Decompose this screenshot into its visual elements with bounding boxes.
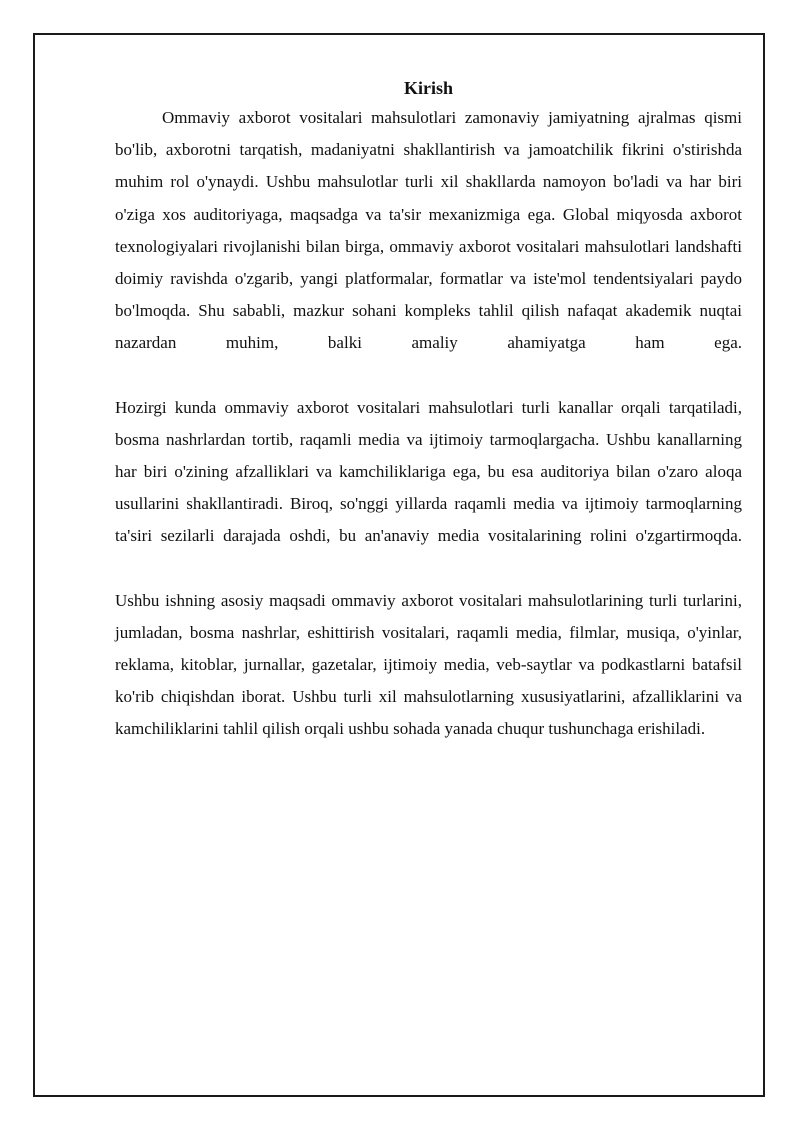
paragraph-channels: Hozirgi kunda ommaviy axborot vositalari mahsulotlari turli kanallar orqali tarqatiladi, bosma nashrlardan tortib, raqamli media va ijtimoiy tarmoqlargacha. Ushbu kanallarning har biri o'zining afzalliklari va kamchiliklariga ega, bu esa auditoriya bilan o'zaro aloqa usullarini shakllantiradi. Biroq, so'nggi yillarda raqamli media va ijtimoiy tarmoqlarning ta'siri sezilarli darajada oshdi, bu an'anaviy media vositalarining rolini o'zgartirmoqda. xyxy=(115,397,742,546)
paragraph-intro: Ommaviy axborot vositalari mahsulotlari zamonaviy jamiyatning ajralmas qismi bo'lib, axborotni tarqatish, madaniyatni shakllantirish va jamoatchilik fikrini o'stirishda muhim rol o'ynaydi. Ushbu mahsulotlar turli xil shakllarda namoyon bo'ladi va har biri o'ziga xos auditoriyaga, maqsadga va ta'sir mexanizmiga ega. Global miqyosda axborot texnologiyalari rivojlanishi bilan birga, ommaviy axborot vositalari mahsulotlari landshafti doimiy ravishda o'zgarib, yangi platformalar, formatlar va iste'mol tendentsiyalari paydo bo'lmoqda. Shu sababli, mazkur sohani kompleks tahlil qilish nafaqat akademik nuqtai nazardan muhim, balki amaliy ahamiyatga ham ega. xyxy=(115,108,742,353)
paragraph-gap xyxy=(115,360,742,392)
paragraph-gap xyxy=(115,553,742,585)
document-body xyxy=(115,74,742,746)
document-title: Kirish xyxy=(403,78,453,98)
paragraph-goal: Ushbu ishning asosiy maqsadi ommaviy axborot vositalari mahsulotlarining turli turlarini, jumladan, bosma nashrlar, eshittirish vositalari, raqamli media, filmlar, musiqa, o'yinlar, reklama, kitoblar, jurnallar, gazetalar, ijtimoiy media, veb-saytlar va podkastlarni batafsil ko'rib chiqishdan iborat. Ushbu turli xil mahsulotlarning xususiyatlarini, afzalliklarini va kamchiliklarini tahlil qilish orqali ushbu sohada yanada chuqur tushunchaga erishiladi. xyxy=(115,590,742,739)
